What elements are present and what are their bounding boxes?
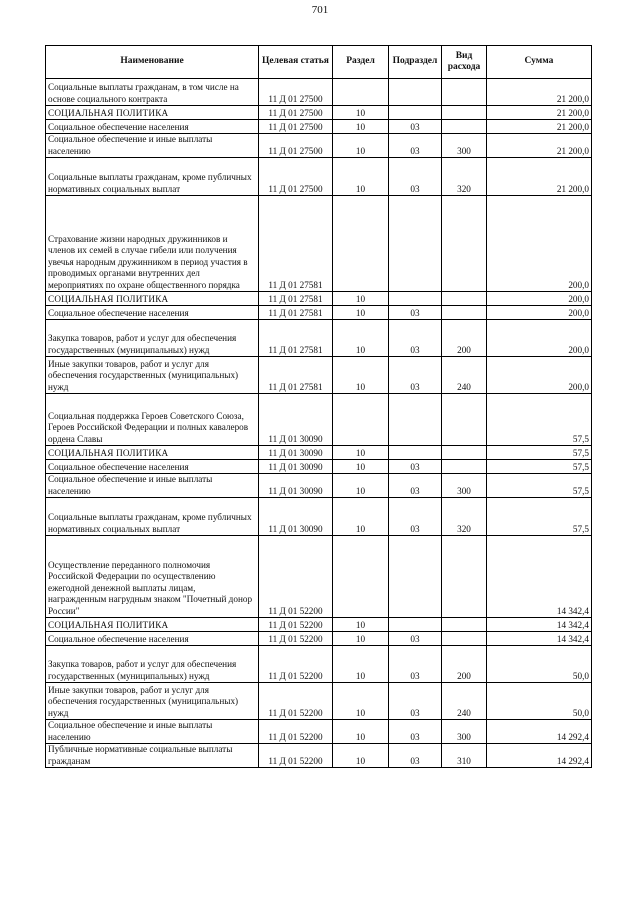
cell-code: 11 Д 01 27581 xyxy=(259,306,333,320)
cell-subsection: 03 xyxy=(389,632,442,646)
cell-section: 10 xyxy=(333,646,389,683)
cell-subsection xyxy=(389,446,442,460)
cell-section xyxy=(333,536,389,618)
cell-sum: 57,5 xyxy=(487,394,592,446)
cell-name: Публичные нормативные социальные выплаты гражданам xyxy=(46,744,259,768)
cell-expense-type xyxy=(442,394,487,446)
cell-subsection: 03 xyxy=(389,474,442,498)
cell-section: 10 xyxy=(333,106,389,120)
cell-section: 10 xyxy=(333,618,389,632)
cell-subsection: 03 xyxy=(389,498,442,536)
cell-sum: 21 200,0 xyxy=(487,158,592,196)
cell-subsection: 03 xyxy=(389,357,442,394)
cell-subsection: 03 xyxy=(389,320,442,357)
cell-section: 10 xyxy=(333,357,389,394)
cell-code: 11 Д 01 30090 xyxy=(259,498,333,536)
cell-subsection xyxy=(389,292,442,306)
cell-subsection xyxy=(389,196,442,292)
cell-section: 10 xyxy=(333,632,389,646)
cell-section: 10 xyxy=(333,460,389,474)
cell-name: Социальные выплаты гражданам, в том числе на основе социального контракта xyxy=(46,79,259,106)
cell-subsection: 03 xyxy=(389,306,442,320)
table-row xyxy=(46,460,592,474)
cell-sum: 200,0 xyxy=(487,292,592,306)
cell-name: Иные закупки товаров, работ и услуг для обеспечения государственных (муниципальных) нужд xyxy=(46,683,259,720)
cell-subsection xyxy=(389,106,442,120)
cell-expense-type xyxy=(442,79,487,106)
cell-name: Осуществление переданного полномочия Российской Федерации по осуществлению ежегодной денежной выплаты лицам, награжденным нагрудным знаком "Почетный донор России" xyxy=(46,536,259,618)
cell-code: 11 Д 01 52200 xyxy=(259,646,333,683)
cell-section: 10 xyxy=(333,744,389,768)
cell-name: СОЦИАЛЬНАЯ ПОЛИТИКА xyxy=(46,106,259,120)
cell-section: 10 xyxy=(333,720,389,744)
cell-name: Социальное обеспечение населения xyxy=(46,632,259,646)
cell-code: 11 Д 01 52200 xyxy=(259,720,333,744)
table-row xyxy=(46,683,592,720)
cell-expense-type xyxy=(442,306,487,320)
cell-sum: 200,0 xyxy=(487,357,592,394)
header-sum: Сумма xyxy=(487,46,592,79)
cell-subsection: 03 xyxy=(389,158,442,196)
cell-code: 11 Д 01 30090 xyxy=(259,394,333,446)
cell-code: 11 Д 01 27581 xyxy=(259,320,333,357)
cell-subsection xyxy=(389,394,442,446)
cell-code: 11 Д 01 30090 xyxy=(259,474,333,498)
header-expense-type: Вид расхода xyxy=(442,46,487,79)
cell-expense-type xyxy=(442,618,487,632)
cell-section: 10 xyxy=(333,683,389,720)
table-row xyxy=(46,357,592,394)
cell-code: 11 Д 01 52200 xyxy=(259,618,333,632)
cell-section: 10 xyxy=(333,446,389,460)
table-row xyxy=(46,292,592,306)
table-row xyxy=(46,536,592,618)
cell-section: 10 xyxy=(333,292,389,306)
cell-subsection: 03 xyxy=(389,134,442,158)
cell-section: 10 xyxy=(333,474,389,498)
cell-expense-type: 240 xyxy=(442,683,487,720)
table-body xyxy=(46,79,592,768)
table-row xyxy=(46,79,592,106)
table-row xyxy=(46,196,592,292)
cell-sum: 200,0 xyxy=(487,306,592,320)
cell-sum: 14 342,4 xyxy=(487,536,592,618)
cell-subsection: 03 xyxy=(389,646,442,683)
cell-name: Социальное обеспечение и иные выплаты населению xyxy=(46,720,259,744)
cell-name: Страхование жизни народных дружинников и членов их семей в случае гибели или получения увечья народным дружинником в период участия в проводимых органами внутренних дел мероприятиях по охране общественного порядка xyxy=(46,196,259,292)
table-row xyxy=(46,134,592,158)
cell-expense-type: 320 xyxy=(442,498,487,536)
cell-code: 11 Д 01 27500 xyxy=(259,106,333,120)
cell-code: 11 Д 01 52200 xyxy=(259,683,333,720)
table-row xyxy=(46,306,592,320)
cell-code: 11 Д 01 27581 xyxy=(259,292,333,306)
cell-name: СОЦИАЛЬНАЯ ПОЛИТИКА xyxy=(46,292,259,306)
header-subsection: Подраздел xyxy=(389,46,442,79)
cell-expense-type: 310 xyxy=(442,744,487,768)
cell-code: 11 Д 01 52200 xyxy=(259,744,333,768)
cell-expense-type: 300 xyxy=(442,474,487,498)
cell-name: Социальное обеспечение населения xyxy=(46,460,259,474)
page-number: 701 xyxy=(311,4,329,16)
cell-section: 10 xyxy=(333,134,389,158)
cell-sum: 200,0 xyxy=(487,320,592,357)
cell-name: Социальное обеспечение и иные выплаты населению xyxy=(46,474,259,498)
cell-sum: 57,5 xyxy=(487,474,592,498)
table-row xyxy=(46,498,592,536)
header-name: Наименование xyxy=(46,46,259,79)
cell-name: СОЦИАЛЬНАЯ ПОЛИТИКА xyxy=(46,618,259,632)
table-row xyxy=(46,106,592,120)
cell-section xyxy=(333,79,389,106)
cell-code: 11 Д 01 27581 xyxy=(259,357,333,394)
cell-name: Иные закупки товаров, работ и услуг для обеспечения государственных (муниципальных) нужд xyxy=(46,357,259,394)
cell-expense-type xyxy=(442,196,487,292)
cell-code: 11 Д 01 27500 xyxy=(259,158,333,196)
header-code: Целевая статья xyxy=(259,46,333,79)
cell-sum: 57,5 xyxy=(487,498,592,536)
cell-name: Социальные выплаты гражданам, кроме публичных нормативных социальных выплат xyxy=(46,158,259,196)
table-row xyxy=(46,394,592,446)
cell-subsection: 03 xyxy=(389,744,442,768)
cell-section xyxy=(333,196,389,292)
table-header-row xyxy=(46,46,592,79)
cell-section: 10 xyxy=(333,498,389,536)
cell-name: Закупка товаров, работ и услуг для обеспечения государственных (муниципальных) нужд xyxy=(46,320,259,357)
cell-name: СОЦИАЛЬНАЯ ПОЛИТИКА xyxy=(46,446,259,460)
header-section: Раздел xyxy=(333,46,389,79)
cell-expense-type xyxy=(442,632,487,646)
cell-name: Закупка товаров, работ и услуг для обеспечения государственных (муниципальных) нужд xyxy=(46,646,259,683)
table-row xyxy=(46,120,592,134)
table-row xyxy=(46,474,592,498)
cell-expense-type: 200 xyxy=(442,320,487,357)
cell-sum: 21 200,0 xyxy=(487,120,592,134)
table-row xyxy=(46,646,592,683)
cell-section: 10 xyxy=(333,158,389,196)
cell-name: Социальное обеспечение населения xyxy=(46,306,259,320)
cell-sum: 21 200,0 xyxy=(487,106,592,120)
cell-subsection: 03 xyxy=(389,683,442,720)
cell-expense-type xyxy=(442,292,487,306)
cell-code: 11 Д 01 30090 xyxy=(259,446,333,460)
cell-code: 11 Д 01 27500 xyxy=(259,79,333,106)
table-row xyxy=(46,158,592,196)
cell-code: 11 Д 01 27500 xyxy=(259,134,333,158)
table-row xyxy=(46,320,592,357)
cell-sum: 200,0 xyxy=(487,196,592,292)
cell-sum: 57,5 xyxy=(487,460,592,474)
cell-expense-type xyxy=(442,446,487,460)
cell-expense-type: 200 xyxy=(442,646,487,683)
cell-subsection: 03 xyxy=(389,460,442,474)
cell-section xyxy=(333,394,389,446)
cell-sum: 14 292,4 xyxy=(487,744,592,768)
cell-sum: 50,0 xyxy=(487,646,592,683)
cell-code: 11 Д 01 27581 xyxy=(259,196,333,292)
cell-expense-type: 300 xyxy=(442,720,487,744)
cell-expense-type: 300 xyxy=(442,134,487,158)
cell-expense-type xyxy=(442,536,487,618)
cell-expense-type: 320 xyxy=(442,158,487,196)
cell-subsection: 03 xyxy=(389,720,442,744)
cell-expense-type xyxy=(442,120,487,134)
cell-expense-type xyxy=(442,106,487,120)
cell-sum: 14 342,4 xyxy=(487,632,592,646)
cell-name: Социальная поддержка Героев Советского Союза, Героев Российской Федерации и полных кавалеров ордена Славы xyxy=(46,394,259,446)
cell-subsection: 03 xyxy=(389,120,442,134)
table-row xyxy=(46,720,592,744)
table-row xyxy=(46,446,592,460)
cell-code: 11 Д 01 52200 xyxy=(259,632,333,646)
cell-name: Социальное обеспечение населения xyxy=(46,120,259,134)
cell-subsection xyxy=(389,618,442,632)
budget-table xyxy=(45,45,592,768)
cell-sum: 57,5 xyxy=(487,446,592,460)
cell-code: 11 Д 01 52200 xyxy=(259,536,333,618)
cell-subsection xyxy=(389,536,442,618)
cell-section: 10 xyxy=(333,320,389,357)
table-row xyxy=(46,744,592,768)
cell-expense-type: 240 xyxy=(442,357,487,394)
cell-sum: 50,0 xyxy=(487,683,592,720)
cell-sum: 14 292,4 xyxy=(487,720,592,744)
cell-code: 11 Д 01 27500 xyxy=(259,120,333,134)
cell-name: Социальные выплаты гражданам, кроме публичных нормативных социальных выплат xyxy=(46,498,259,536)
cell-sum: 14 342,4 xyxy=(487,618,592,632)
cell-sum: 21 200,0 xyxy=(487,79,592,106)
cell-code: 11 Д 01 30090 xyxy=(259,460,333,474)
table-row xyxy=(46,618,592,632)
cell-name: Социальное обеспечение и иные выплаты населению xyxy=(46,134,259,158)
cell-subsection xyxy=(389,79,442,106)
cell-expense-type xyxy=(442,460,487,474)
cell-section: 10 xyxy=(333,306,389,320)
cell-sum: 21 200,0 xyxy=(487,134,592,158)
cell-section: 10 xyxy=(333,120,389,134)
table-row xyxy=(46,632,592,646)
